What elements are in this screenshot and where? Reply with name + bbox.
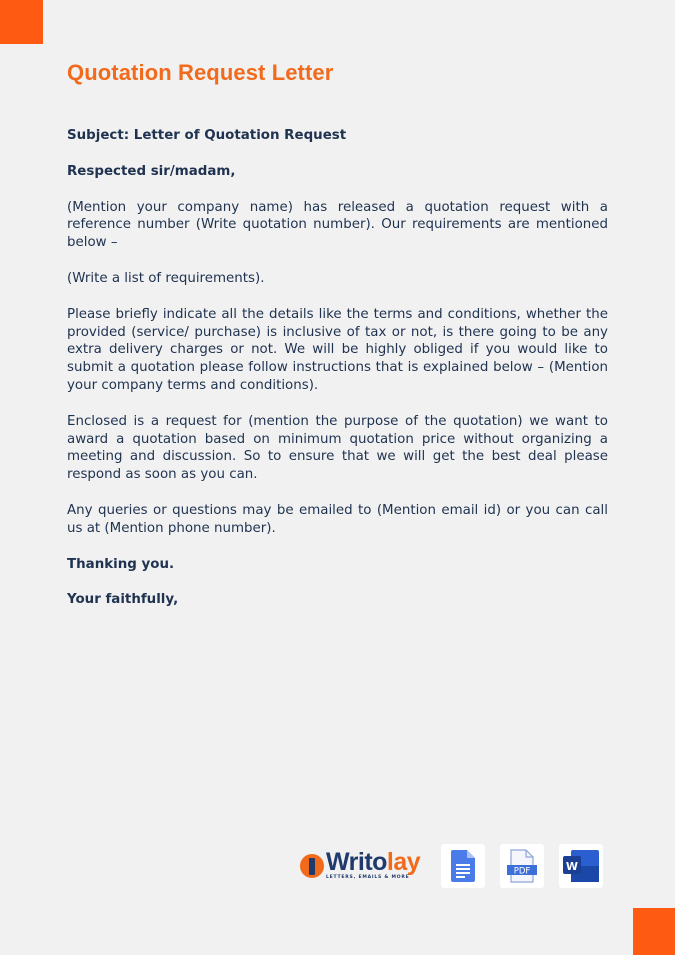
letter-paragraph: (Write a list of requirements).	[67, 270, 265, 286]
letter-paragraph: Any queries or questions may be emailed to (Mention email id) or you can call us at (Mention phone number).	[67, 502, 608, 536]
letter-paragraph: (Mention your company name) has released a quotation request with a reference number (Write quotation number). Our requirements are mentioned below –	[67, 199, 608, 251]
footer-bar	[300, 843, 603, 888]
pdf-download-button[interactable]	[500, 844, 544, 888]
word-download-button[interactable]	[559, 844, 603, 888]
letter-paragraph: Please briefly indicate all the details like the terms and conditions, whether the provided (service/ purchase) is inclusive of tax or not, is there going to be any extra delivery charges or not. We will be highly obliged if you would like to submit a quotation please follow instructions that is explained below – (Mention your company terms and conditions).	[67, 306, 608, 393]
google-docs-icon	[451, 850, 475, 882]
pdf-icon	[506, 849, 538, 883]
logo-tagline: LETTERS, EMAILS & MORE	[326, 875, 410, 881]
svg-text:W: W	[565, 859, 579, 873]
letter-salutation: Respected sir/madam,	[67, 163, 236, 179]
corner-decoration-top-left	[0, 0, 43, 44]
pencil-logo-icon	[300, 854, 324, 878]
corner-decoration-bottom-right	[633, 908, 675, 955]
letter-paragraph: Enclosed is a request for (mention the purpose of the quotation) we want to award a quotation based on minimum quotation price without organizing a meeting and discussion. So to ensure that we will get the best deal please respond as soon as you can.	[67, 413, 608, 483]
svg-text:PDF: PDF	[513, 866, 531, 876]
logo-wordmark: Writolay	[326, 848, 421, 877]
letter-closing: Thanking you.	[67, 556, 175, 572]
word-icon	[563, 850, 599, 882]
google-docs-download-button[interactable]	[441, 844, 485, 888]
writolay-logo[interactable]	[300, 843, 426, 888]
letter-subject: Subject: Letter of Quotation Request	[67, 128, 347, 143]
letter-body	[67, 127, 608, 627]
letter-signoff: Your faithfully,	[67, 592, 179, 608]
page-title: Quotation Request Letter	[67, 60, 334, 85]
